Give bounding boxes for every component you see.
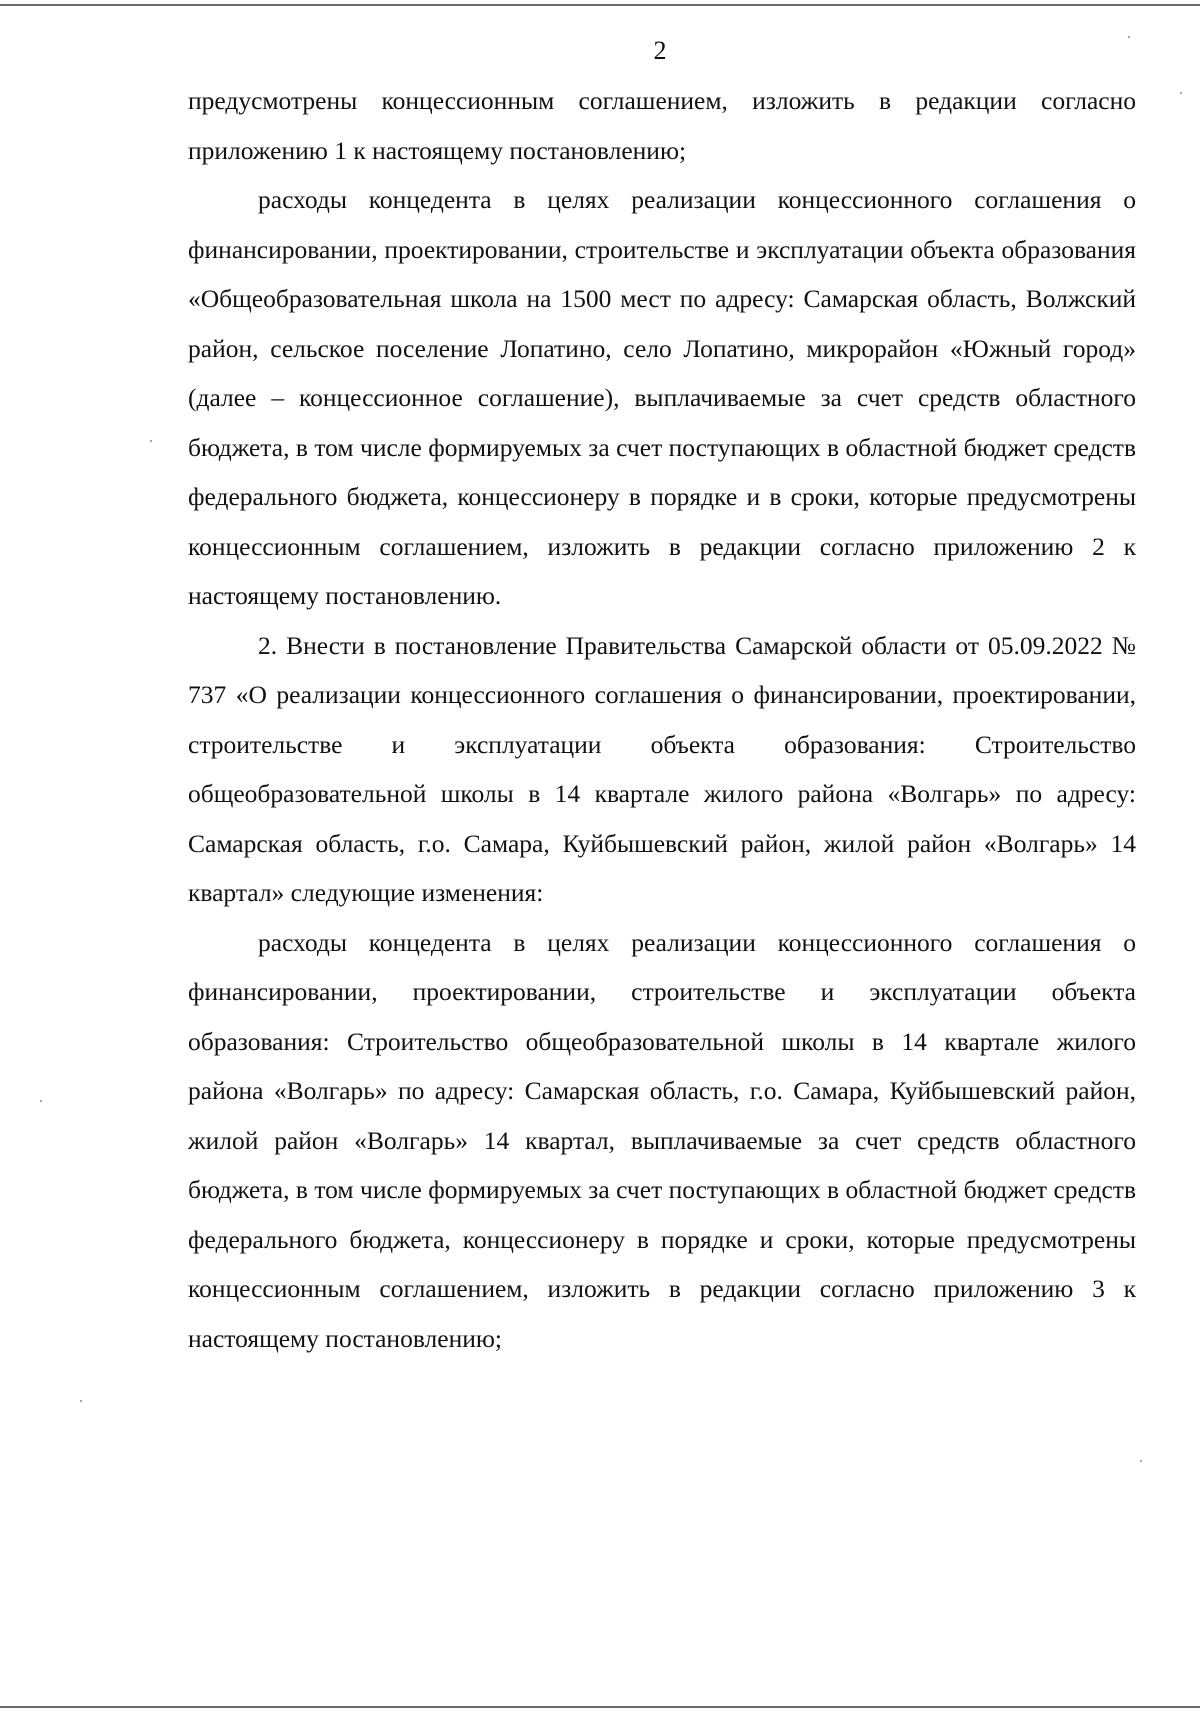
scan-speck [1180, 92, 1182, 94]
paragraph-expenses-school-volgar: расходы концедента в целях реализации концессионного соглашения о финансировании, проектировании, строительстве и эксплуатации объекта образования: Строительство общеобразовательной школы в 14 квартале жилого района «Волгарь» по адресу: Самарская область, г.о. Самара, Куйбышевский район, жилой район «Волгарь» 14 квартал, выплачиваемые за счет средств областного бюджета, в том числе формируемых за счет поступающих в областной бюджет средств федерального бюджета, концессионеру в порядке и сроки, которые предусмотрены концессионным соглашением, изложить в редакции согласно приложению 3 к настоящему постановлению; [188, 927, 1136, 1353]
paragraph-item-2: 2. Внести в постановление Правительства Самарской области от 05.09.2022 № 737 «О реализации концессионного соглашения о финансировании, проектировании, строительстве и эксплуатации объекта образования: Строительство общеобразовательной школы в 14 квартале жилого района «Волгарь» по адресу: Самарская область, г.о. Самара, Куйбышевский район, жилой район «Волгарь» 14 квартал» следующие изменения: [188, 630, 1136, 907]
paragraph-expenses-school-1500: расходы концедента в целях реализации концессионного соглашения о финансировании, проектировании, строительстве и эксплуатации объекта образования «Общеобразовательная школа на 1500 мест по адресу: Самарская область, Волжский район, сельское поселение Лопатино, село Лопатино, микрорайон «Южный город» (далее – концессионное соглашение), выплачиваемые за счет средств областного бюджета, в том числе формируемых за счет поступающих в областной бюджет средств федерального бюджета, концессионеру в порядке и в сроки, которые предусмотрены концессионным соглашением, изложить в редакции согласно приложению 2 к настоящему постановлению. [188, 185, 1136, 610]
scan-edge-top [0, 4, 1200, 6]
document-body [188, 76, 1136, 1363]
scan-speck [80, 1400, 82, 1402]
scan-speck [1140, 1460, 1142, 1462]
scan-speck [1128, 36, 1130, 38]
scan-speck [150, 440, 152, 442]
scan-edge-bottom [0, 1706, 1200, 1708]
paragraph-continuation: предусмотрены концессионным соглашением, изложить в редакции согласно приложению 1 к настоящему постановлению; [188, 86, 1136, 165]
page-number: 2 [653, 36, 667, 65]
scan-speck [40, 1100, 42, 1102]
